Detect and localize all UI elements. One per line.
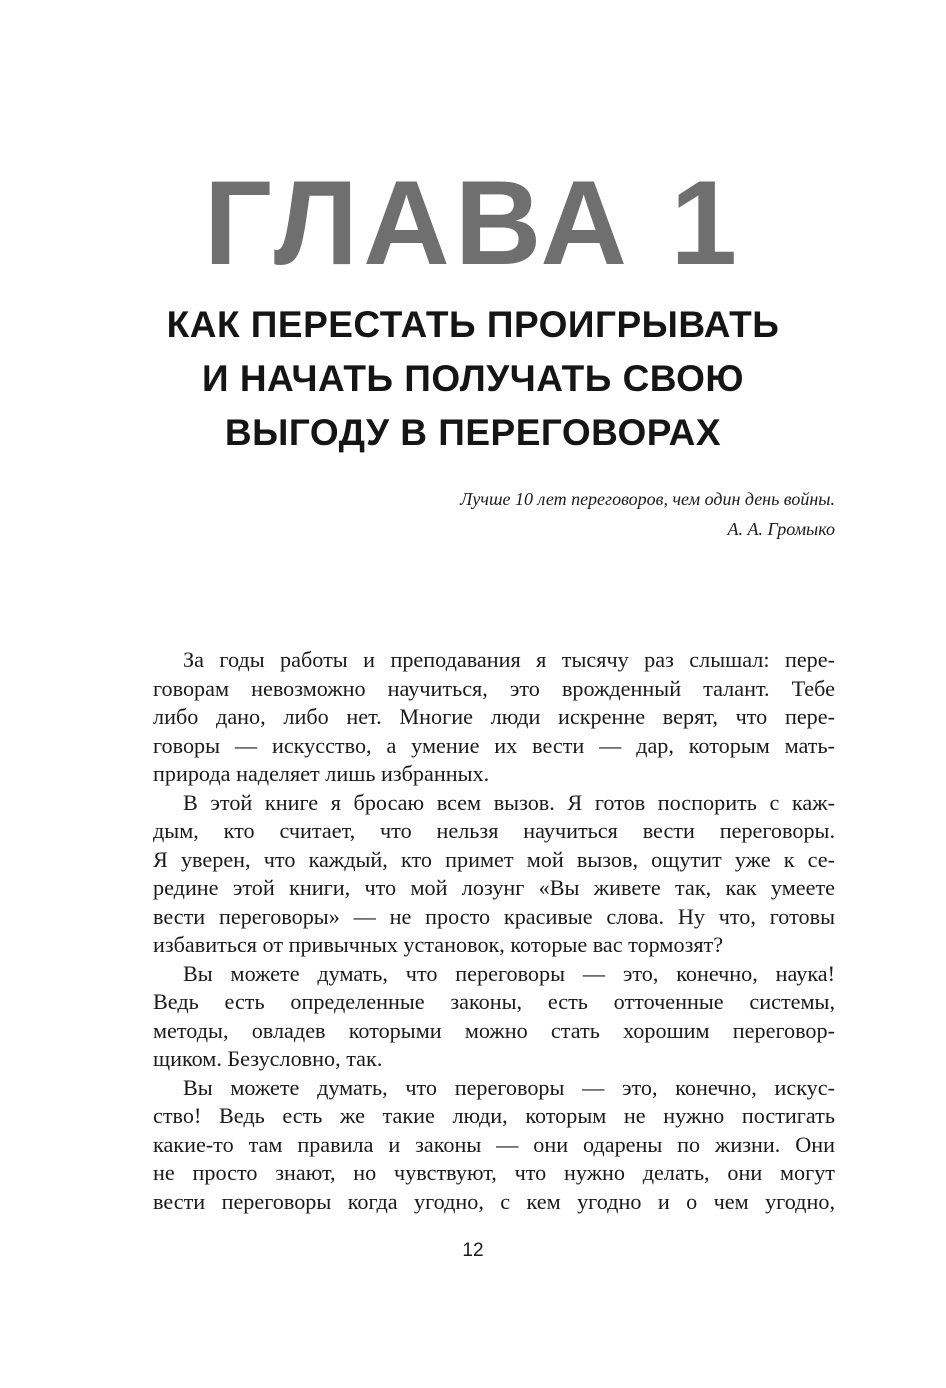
text-line: вести переговоры когда угодно, с кем угодно и о чем угодно, (153, 1188, 835, 1214)
text-line: За годы работы и преподавания я тысячу раз слышал: пере- (183, 647, 835, 672)
text-line: говорам невозможно научиться, это врожденный талант. Тебе (153, 675, 835, 701)
text-line: дым, кто считает, что нельзя научиться вести переговоры. (153, 818, 835, 843)
text-line: Я уверен, что каждый, кто примет мой вызов, ощутит уже к се- (153, 846, 835, 872)
chapter-title-line: КАК ПЕРЕСТАТЬ ПРОИГРЫВАТЬ (166, 304, 780, 345)
chapter-title-line: ВЫГОДУ В ПЕРЕГОВОРАХ (224, 412, 722, 453)
text-line: Вы можете думать, что переговоры — это, конечно, наука! (183, 960, 835, 986)
epigraph (235, 484, 835, 544)
text-line: В этой книге я бросаю всем вызов. Я готов поспорить с каж- (183, 789, 835, 815)
body-text (153, 646, 835, 1216)
chapter-title (0, 298, 946, 460)
paragraph (153, 646, 835, 789)
text-line: либо дано, либо нет. Многие люди искренне верят, что пере- (153, 704, 835, 729)
page-number: 12 (462, 1240, 484, 1261)
text-line: методы, овладев которыми можно стать хорошим переговор- (153, 1017, 835, 1043)
paragraph (153, 1074, 835, 1217)
text-line: избавиться от привычных установок, которые вас тормозят? (153, 932, 724, 957)
text-line: говоры — искусство, а умение их вести — дар, которым мать- (153, 732, 835, 758)
epigraph-author: А. А. Громыко (727, 519, 835, 539)
text-line: Ведь есть определенные законы, есть отточенные системы, (153, 989, 835, 1014)
text-line: Вы можете думать, что переговоры — это, конечно, искус- (183, 1074, 835, 1100)
text-line: вести переговоры» — не просто красивые слова. Ну что, готовы (153, 903, 835, 929)
text-line: ство! Ведь есть же такие люди, которым не нужно постигать (153, 1103, 835, 1128)
text-line: редине этой книги, что мой лозунг «Вы живете так, как умеете (153, 875, 835, 900)
text-line: какие-то там правила и законы — они одарены по жизни. Они (153, 1131, 835, 1157)
text-line: природа наделяет лишь избранных. (153, 761, 490, 786)
paragraph (153, 789, 835, 960)
text-line: не просто знают, но чувствуют, что нужно делать, они могут (153, 1160, 835, 1185)
epigraph-quote: Лучше 10 лет переговоров, чем один день войны. (460, 489, 835, 509)
chapter-number: ГЛАВА 1 (203, 156, 743, 290)
text-line: щиком. Безусловно, так. (153, 1046, 383, 1071)
paragraph (153, 960, 835, 1074)
chapter-title-line: И НАЧАТЬ ПОЛУЧАТЬ СВОЮ (201, 358, 745, 399)
